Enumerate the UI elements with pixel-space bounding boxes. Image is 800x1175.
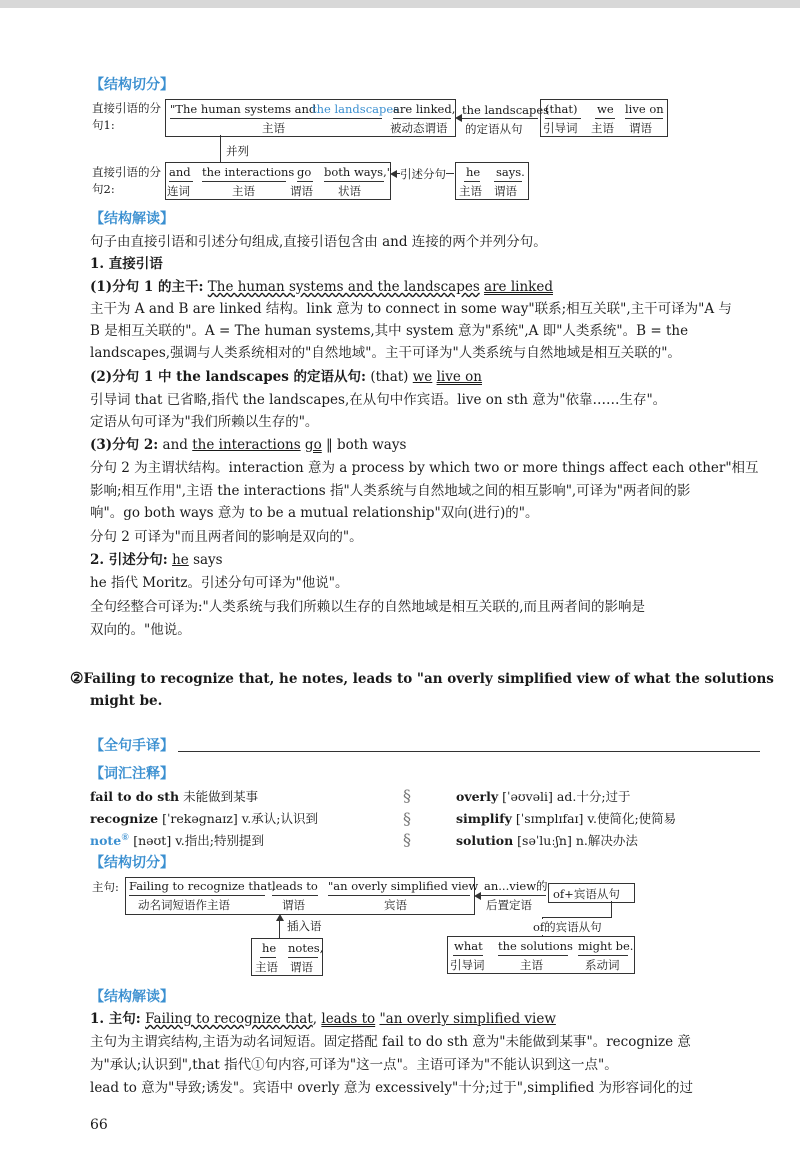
a2-para-2: 为"承认;认识到",that 指代①句内容,可译为"这一点"。主语可译为"不能认识到这一点"。 bbox=[90, 1057, 618, 1073]
s2-para-1: 引导词 that 已省略,指代 the landscapes,在从句中作宾语。live on sth 意为"依靠……生存"。 bbox=[90, 392, 667, 408]
h2-he: he bbox=[172, 552, 189, 568]
a2-leads: leads to bbox=[321, 1011, 376, 1027]
s3-inter: the interactions bbox=[192, 437, 301, 453]
clause1-label: 直接引语的分句1: bbox=[92, 101, 161, 132]
oc-sub-might: 系动词 bbox=[585, 958, 620, 972]
vocab-word: solution bbox=[456, 833, 514, 848]
arrow-insert bbox=[276, 914, 284, 921]
column-divider-ornament: § bbox=[403, 830, 411, 849]
vocab-item-2 bbox=[90, 809, 318, 827]
analysis1-h2-line bbox=[90, 549, 223, 571]
box1-text-a: "The human systems and bbox=[170, 102, 317, 116]
s3-para-3: 响"。go both ways 意为 to be a mutual relationship"双向(进行)的"。 bbox=[90, 505, 539, 521]
s3-para-1: 分句 2 为主谓状结构。interaction 意为 a process by which two or more things affect each other"相互 bbox=[90, 460, 759, 476]
r-para-2: 全句经整合可译为:"人类系统与我们所赖以生存的自然地域是相互关联的,而且两者间的影响是 bbox=[90, 599, 646, 615]
box3-sub-both: 状语 bbox=[338, 184, 361, 198]
h2-says: says bbox=[193, 552, 223, 568]
of-clause-box bbox=[447, 936, 635, 974]
clause2-label: 直接引语的分句2: bbox=[92, 165, 161, 196]
clause1-box bbox=[165, 99, 456, 137]
arrow-reporting bbox=[390, 170, 397, 178]
s1-subject: The human systems and the landscapes bbox=[207, 279, 480, 295]
section-structure-cut: 【结构切分】 bbox=[90, 77, 174, 93]
box3-inter: the interactions bbox=[202, 165, 295, 179]
vocab-item-3 bbox=[90, 831, 264, 849]
s1-para-2: B 是相互关联的"。A = The human systems,其中 system 意为"系统",A 即"人类系统"。B = the bbox=[90, 323, 689, 339]
vocab-phon: [ˈsɪmplɪfaɪ] bbox=[515, 811, 584, 826]
main-clause-box bbox=[125, 877, 479, 915]
box1-underline-pred bbox=[393, 118, 451, 119]
vocab-phon: [ˈəʊvəli] bbox=[502, 789, 553, 804]
page-number: 66 bbox=[90, 1117, 108, 1133]
section-structure-read-2: 【结构解读】 bbox=[90, 989, 174, 1005]
vocab-word: fail to do sth bbox=[90, 789, 180, 804]
main-clause-label: 主句: bbox=[92, 880, 119, 894]
s3-rest: ‖ both ways bbox=[326, 437, 407, 453]
a2-view: "an overly simplified view bbox=[379, 1011, 556, 1027]
s1-para-3: landscapes,强调与人类系统相对的"自然地域"。主干可译为"人类系统与自然地域是相互关联的"。 bbox=[90, 345, 681, 361]
box2-that: (that) bbox=[545, 102, 578, 116]
analysis2-h1-line: 1. 主句: Failing to recognize that, leads to "an overly simplified view bbox=[90, 1011, 556, 1027]
box4-sub-he: 主语 bbox=[459, 184, 482, 198]
s3-label: (3)分句 2: bbox=[90, 437, 159, 453]
oc-sub-what: 引导词 bbox=[450, 958, 485, 972]
post-label: 后置定语 bbox=[486, 898, 532, 912]
m-leads: leads to bbox=[272, 879, 318, 893]
reporting-label: 引述分句 bbox=[400, 167, 446, 181]
arrow-to-landscapes bbox=[455, 114, 462, 122]
insert-sub-he: 主语 bbox=[255, 960, 278, 974]
s1-pred: are linked bbox=[484, 279, 553, 295]
analysis1-s1-line bbox=[90, 276, 553, 298]
box2-sub-live: 谓语 bbox=[629, 121, 652, 135]
sentence2 bbox=[70, 669, 774, 687]
box3-sub-and: 连词 bbox=[167, 184, 190, 198]
m-sub-leads: 谓语 bbox=[282, 898, 305, 912]
analysis1-h1: 1. 直接引语 bbox=[90, 256, 163, 272]
vocab-def: v.使简化;使简易 bbox=[587, 811, 677, 826]
s1-label: (1)分句 1 的主干: bbox=[90, 279, 204, 295]
analysis1-s3-line bbox=[90, 434, 406, 456]
box3-sub-inter: 主语 bbox=[232, 184, 255, 198]
s3-para-2: 影响;相互作用",主语 the interactions 指"人类系统与自然地域之间的相互影响",可译为"两者间的影 bbox=[90, 483, 691, 499]
top-border bbox=[0, 0, 800, 8]
attr-label: 的定语从句 bbox=[465, 122, 523, 136]
box1-underline-subject bbox=[170, 118, 382, 119]
insert-sub-notes: 谓语 bbox=[290, 960, 313, 974]
a2-para-1: 主句为主谓宾结构,主语为动名词短语。固定搭配 fail to do sth 意为"未能做到某事"。recognize 意 bbox=[90, 1034, 691, 1050]
of-box bbox=[548, 883, 635, 903]
section-structure-read-1: 【结构解读】 bbox=[90, 211, 174, 227]
insert-label: 插入语 bbox=[287, 919, 322, 933]
analysis1-intro: 句子由直接引语和引述分句组成,直接引语包含由 and 连接的两个并列分句。 bbox=[90, 234, 547, 250]
vocab-phon: [nəʊt] bbox=[133, 833, 172, 848]
section-full-translate: 【全句手译】 bbox=[90, 738, 174, 754]
vocab-word: overly bbox=[456, 789, 499, 804]
m-failing: Failing to recognize that, bbox=[129, 879, 276, 893]
vocab-item-5 bbox=[456, 809, 676, 827]
attr-clause-box bbox=[540, 99, 668, 137]
parallel-label: 并列 bbox=[226, 144, 249, 158]
s3-and: and bbox=[162, 437, 188, 453]
box4-he: he bbox=[466, 165, 481, 179]
m-sub-view: 宾语 bbox=[384, 898, 407, 912]
s2-label: (2)分句 1 中 the landscapes 的定语从句: bbox=[90, 369, 367, 385]
r-para-1: he 指代 Moritz。引述分句可译为"他说"。 bbox=[90, 575, 349, 591]
sentence2-number: ② bbox=[70, 669, 84, 687]
vocab-phon: [ˈrekəɡnaɪz] bbox=[162, 811, 238, 826]
s2-that: (that) bbox=[370, 369, 409, 385]
analysis1-s2-line bbox=[90, 366, 482, 388]
box3-sub-go: 谓语 bbox=[290, 184, 313, 198]
attr-bracket-bottom bbox=[462, 118, 538, 119]
vocab-def: v.承认;认识到 bbox=[241, 811, 318, 826]
m-sub-failing: 动名词短语作主语 bbox=[138, 898, 230, 912]
reporting-box bbox=[455, 162, 529, 200]
s2-we: we bbox=[412, 369, 433, 385]
box3-go: go bbox=[297, 165, 312, 179]
s3-go: go bbox=[304, 437, 322, 453]
vocab-def: 未能做到某事 bbox=[183, 789, 259, 804]
vocab-word: recognize bbox=[90, 811, 159, 826]
box2-live: live on bbox=[625, 102, 664, 116]
oc-what: what bbox=[454, 939, 483, 953]
box1-sub-subject: 主语 bbox=[262, 121, 285, 135]
oc-solutions: the solutions bbox=[498, 939, 573, 953]
parallel-connector bbox=[220, 135, 221, 162]
attr-noun: the landscapes bbox=[462, 103, 550, 117]
s2-live: live on bbox=[436, 369, 482, 385]
m-view: "an overly simplified view bbox=[328, 879, 479, 893]
insert-he: he bbox=[262, 941, 277, 955]
section-vocab: 【词汇注释】 bbox=[90, 766, 174, 782]
s2-para-2: 定语从句可译为"我们所赖以生存的"。 bbox=[90, 414, 319, 430]
sentence2-line1: Failing to recognize that, he notes, leads to "an overly simplified view of what the solutions bbox=[83, 671, 774, 687]
oc-sub-solutions: 主语 bbox=[520, 958, 543, 972]
insert-box bbox=[251, 938, 323, 976]
box2-we: we bbox=[597, 102, 614, 116]
box1-text-b: the landscapes bbox=[312, 102, 400, 116]
vocab-item-4 bbox=[456, 787, 631, 805]
column-divider-ornament: § bbox=[403, 786, 411, 805]
column-divider-ornament: § bbox=[403, 809, 411, 828]
of-clause-label: of的宾语从句 bbox=[533, 920, 602, 934]
s3-para-4: 分句 2 可译为"而且两者间的影响是双向的"。 bbox=[90, 529, 363, 545]
vocab-word: simplify bbox=[456, 811, 512, 826]
vocab-def: ad.十分;过于 bbox=[556, 789, 631, 804]
vocab-sup: ⑧ bbox=[121, 832, 130, 843]
translate-blank-line bbox=[178, 751, 760, 752]
box2-sub-we: 主语 bbox=[591, 121, 614, 135]
box1-sub-pred: 被动态谓语 bbox=[390, 121, 448, 135]
box4-sub-says: 谓语 bbox=[494, 184, 517, 198]
box1-text-c: are linked, bbox=[393, 102, 456, 116]
clause2-box bbox=[165, 162, 391, 200]
oc-might: might be. bbox=[578, 939, 634, 953]
box3-and: and bbox=[169, 165, 191, 179]
insert-notes: notes, bbox=[288, 941, 324, 955]
r-para-3: 双向的。"他说。 bbox=[90, 622, 191, 638]
a2-para-3: lead to 意为"导致;诱发"。宾语中 overly 意为 excessively"十分;过于",simplified 为形容词化的过 bbox=[90, 1080, 694, 1096]
s1-para-1: 主干为 A and B are linked 结构。link 意为 to connect in some way"联系;相互关联",主干可译为"A 与 bbox=[90, 301, 732, 317]
vocab-def: v.指出;特别提到 bbox=[175, 833, 264, 848]
vocab-item-6 bbox=[456, 831, 638, 849]
box2-sub-that: 引导词 bbox=[543, 121, 578, 135]
post-noun: an...view的 bbox=[484, 879, 548, 893]
h2-label: 2. 引述分句: bbox=[90, 552, 168, 568]
section-structure-cut-2: 【结构切分】 bbox=[90, 855, 174, 871]
vocab-def: n.解决办法 bbox=[575, 833, 638, 848]
arrow-to-view bbox=[474, 892, 481, 900]
sentence2-line2: might be. bbox=[90, 693, 163, 709]
vocab-item-1 bbox=[90, 787, 258, 805]
box4-says: says. bbox=[496, 165, 525, 179]
a2-h1: 1. 主句: bbox=[90, 1011, 141, 1027]
vocab-phon: [səˈluːʃn] bbox=[517, 833, 572, 848]
box3-both: both ways," bbox=[324, 165, 393, 179]
of-box-text: of+宾语从句 bbox=[553, 887, 620, 901]
a2-failing: Failing to recognize that bbox=[145, 1011, 313, 1027]
vocab-word: note bbox=[90, 833, 122, 848]
